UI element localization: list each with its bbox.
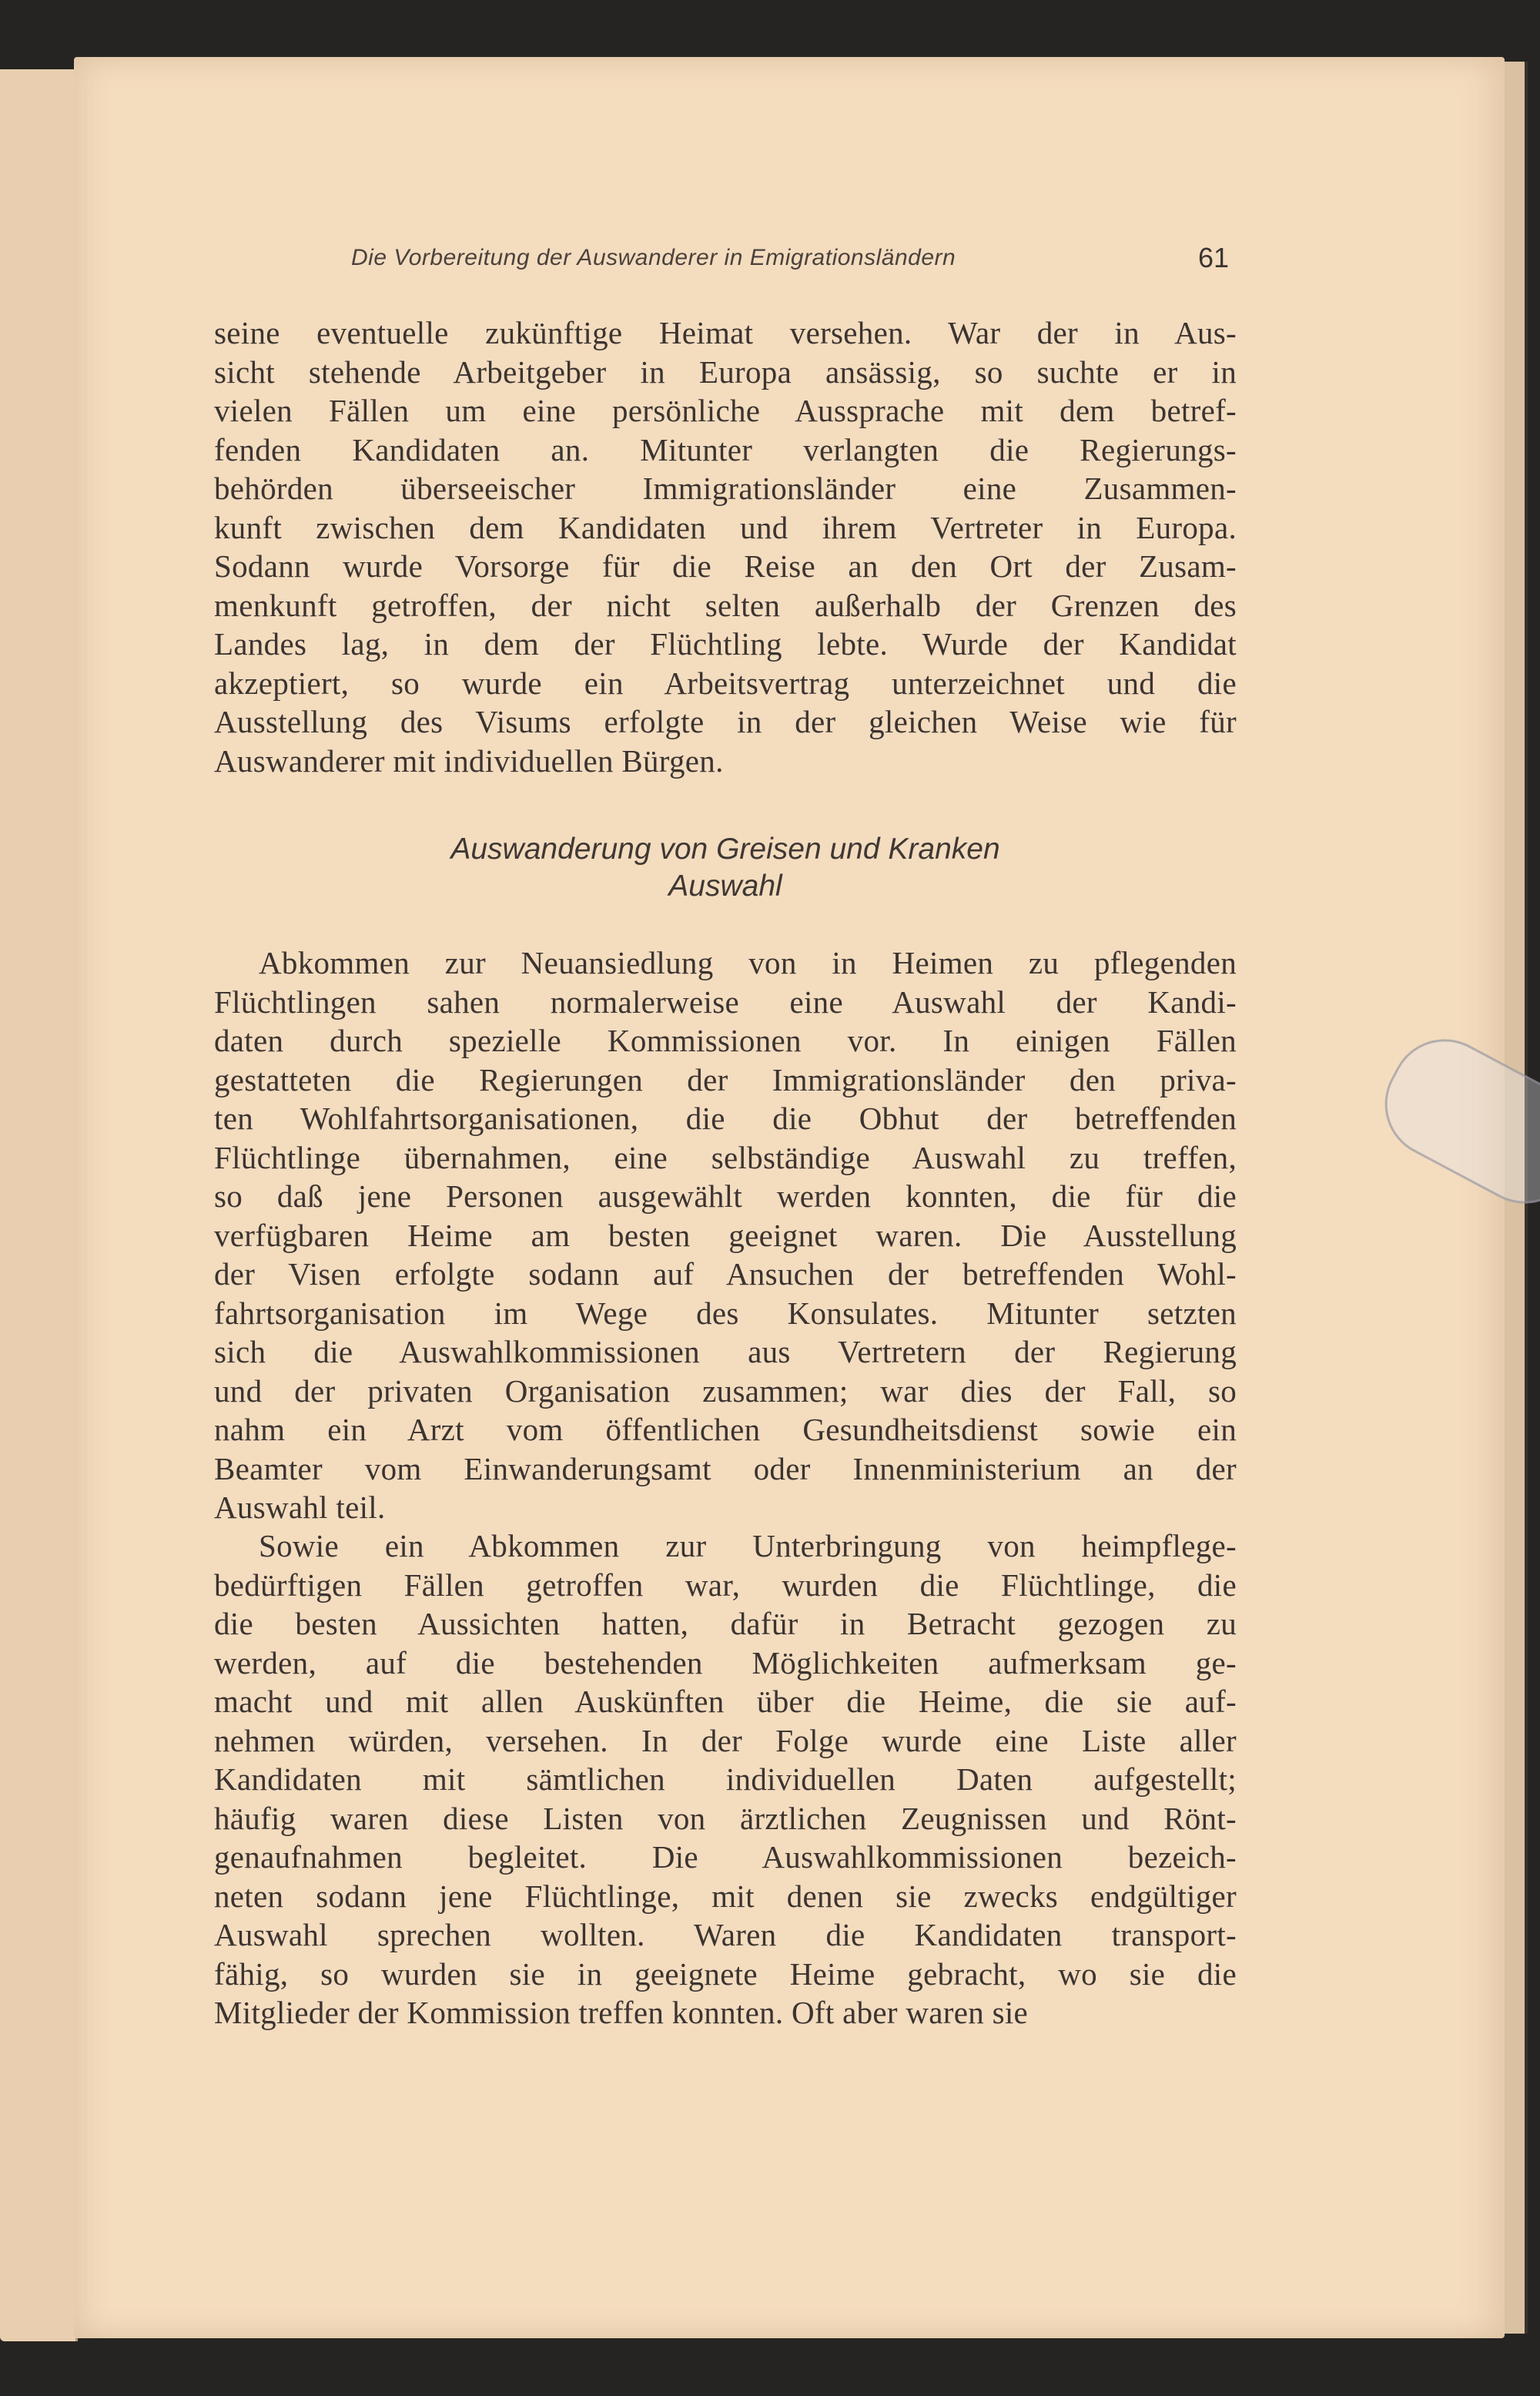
- section-subheading: Auswahl: [668, 870, 782, 903]
- text-line: menkunft getroffen, der nicht selten außerhalb der Grenzen des: [214, 587, 1237, 623]
- text-line: der Visen erfolgte sodann auf Ansuchen der betreffenden Wohl-: [214, 1256, 1237, 1292]
- text-line: vielen Fällen um eine persönliche Aussprache mit dem betref-: [214, 393, 1237, 428]
- text-line: Flüchtlingen sahen normalerweise eine Auswahl der Kandi-: [214, 984, 1237, 1020]
- text-line: neten sodann jene Flüchtlinge, mit denen sie zwecks endgültiger: [214, 1878, 1237, 1914]
- text-line: fahrtsorganisation im Wege des Konsulates. Mitunter setzten: [214, 1295, 1237, 1331]
- text-line: Ausstellung des Visums erfolgte in der gleichen Weise wie für: [214, 704, 1237, 739]
- paragraph-3: [214, 1526, 1237, 2032]
- text-line: Auswahl sprechen wollten. Waren die Kandidaten transport-: [214, 1917, 1237, 1952]
- text-line: Sodann wurde Vorsorge für die Reise an den Ort der Zusam-: [214, 548, 1237, 584]
- paragraph-2: [214, 943, 1237, 1527]
- text-line: ten Wohlfahrtsorganisationen, die die Obhut der betreffenden: [214, 1101, 1237, 1136]
- text-line: Kandidaten mit sämtlichen individuellen Daten aufgestellt;: [214, 1761, 1237, 1797]
- text-line: fenden Kandidaten an. Mitunter verlangten die Regierungs-: [214, 431, 1237, 467]
- text-line: seine eventuelle zukünftige Heimat versehen. War der in Aus-: [214, 315, 1237, 350]
- text-line: behörden überseeischer Immigrationsländer eine Zusammen-: [214, 471, 1237, 506]
- text-line: Flüchtlinge übernahmen, eine selbständige Auswahl zu treffen,: [214, 1139, 1237, 1175]
- text-line: Auswanderer mit individuellen Bürgen.: [214, 742, 724, 779]
- text-line: Sowie ein Abkommen zur Unterbringung von heimpflege-: [259, 1528, 1237, 1563]
- text-line: die besten Aussichten hatten, dafür in Betracht gezogen zu: [214, 1606, 1237, 1641]
- text-line: fähig, so wurden sie in geeignete Heime gebracht, wo sie die: [214, 1955, 1237, 1992]
- paragraph-1: [214, 313, 1237, 780]
- running-header: Die Vorbereitung der Auswanderer in Emigrationsländern: [351, 245, 956, 270]
- text-line: daten durch spezielle Kommissionen vor. In einigen Fällen: [214, 1023, 1237, 1058]
- text-line: verfügbaren Heime am besten geeignet waren. Die Ausstellung: [214, 1217, 1237, 1253]
- section-heading: Auswanderung von Greisen und Kranken: [450, 833, 1000, 866]
- text-line: kunft zwischen dem Kandidaten und ihrem Vertreter in Europa.: [214, 509, 1237, 545]
- text-line: werden, auf die bestehenden Möglichkeiten aufmerksam ge-: [214, 1644, 1237, 1681]
- page-number: 61: [1198, 242, 1230, 273]
- text-line: Auswahl teil.: [214, 1490, 386, 1525]
- text-line: Mitglieder der Kommission treffen konnten. Oft aber waren sie: [214, 1995, 1029, 2030]
- text-line: häufig waren diese Listen von ärztlichen Zeugnissen und Rönt-: [214, 1800, 1237, 1836]
- text-line: sicht stehende Arbeitgeber in Europa ansässig, so suchte er in: [214, 354, 1237, 390]
- text-line: und der privaten Organisation zusammen; war dies der Fall, so: [214, 1372, 1237, 1409]
- text-line: akzeptiert, so wurde ein Arbeitsvertrag unterzeichnet und die: [214, 665, 1237, 701]
- text-line: macht und mit allen Auskünften über die Heime, die sie auf-: [214, 1684, 1237, 1719]
- text-line: gestatteten die Regierungen der Immigrationsländer den priva-: [214, 1061, 1237, 1097]
- text-line: nahm ein Arzt vom öffentlichen Gesundheitsdienst sowie ein: [214, 1412, 1237, 1447]
- text-line: Beamter vom Einwanderungsamt oder Innenministerium an der: [214, 1450, 1237, 1486]
- text-line: Abkommen zur Neuansiedlung von in Heimen zu pflegenden: [259, 945, 1237, 980]
- facing-page-edge: [0, 69, 78, 2341]
- text-line: genaufnahmen begleitet. Die Auswahlkommissionen bezeich-: [214, 1839, 1237, 1875]
- text-line: sich die Auswahlkommissionen aus Vertretern der Regierung: [214, 1334, 1237, 1369]
- text-line: nehmen würden, versehen. In der Folge wurde eine Liste aller: [214, 1722, 1237, 1758]
- text-line: so daß jene Personen ausgewählt werden konnten, die für die: [214, 1178, 1237, 1214]
- text-line: bedürftigen Fällen getroffen war, wurden die Flüchtlinge, die: [214, 1567, 1237, 1603]
- text-line: Landes lag, in dem der Flüchtling lebte. Wurde der Kandidat: [214, 626, 1237, 662]
